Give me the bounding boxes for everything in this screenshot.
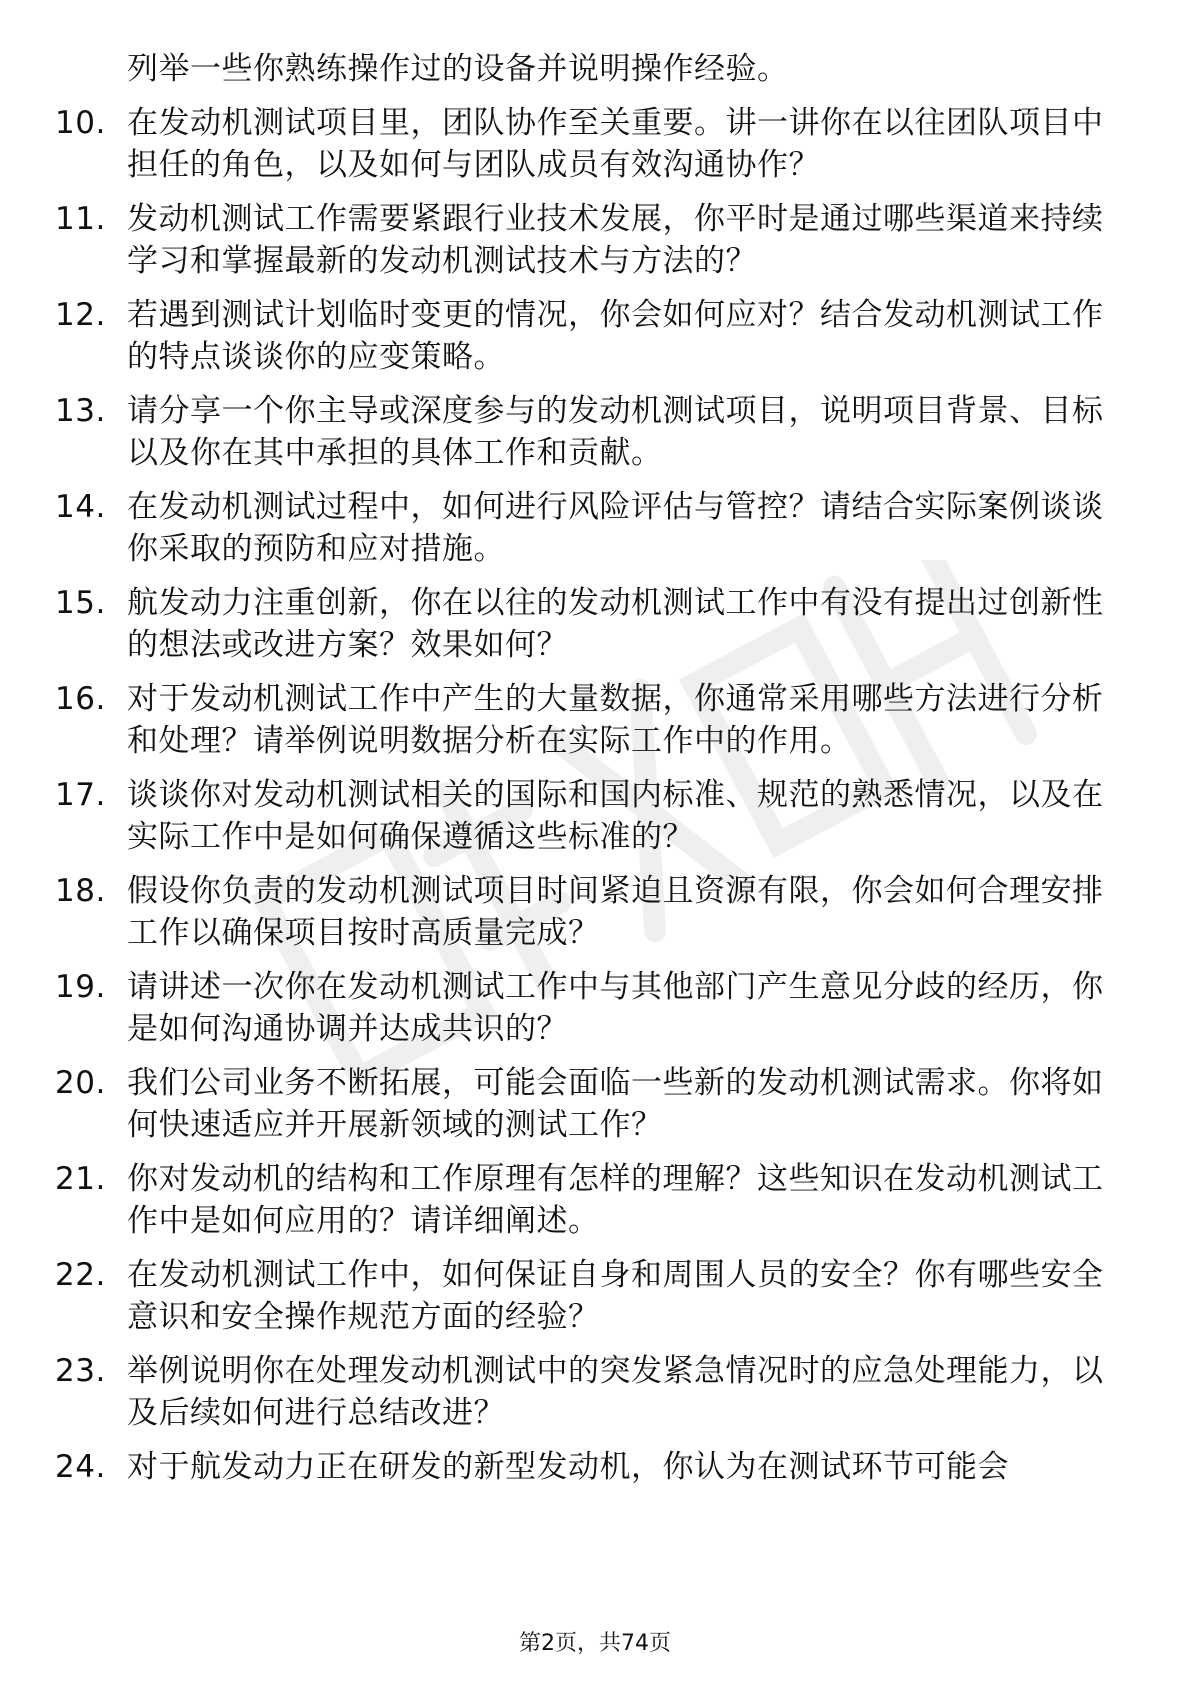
question-number: 24. bbox=[55, 1449, 106, 1485]
question-item bbox=[55, 486, 1115, 570]
question-text: 你对发动机的结构和工作原理有怎样的理解？这些知识在发动机测试工作中是如何应用的？请详细阐述。 bbox=[127, 1161, 1104, 1239]
question-list bbox=[55, 102, 1115, 1488]
question-item bbox=[55, 774, 1115, 858]
question-text: 在发动机测试过程中，如何进行风险评估与管控？请结合实际案例谈谈你采取的预防和应对措施。 bbox=[127, 489, 1104, 567]
question-text: 我们公司业务不断拓展，可能会面临一些新的发动机测试需求。你将如何快速适应并开展新领域的测试工作？ bbox=[127, 1065, 1104, 1143]
question-item bbox=[55, 102, 1115, 186]
question-item bbox=[55, 1254, 1115, 1338]
page-footer: 第2页，共74页 bbox=[519, 1631, 671, 1656]
question-item bbox=[55, 1062, 1115, 1146]
question-item bbox=[55, 582, 1115, 666]
question-number: 10. bbox=[55, 105, 106, 141]
question-text: 若遇到测试计划临时变更的情况，你会如何应对？结合发动机测试工作的特点谈谈你的应变策略。 bbox=[127, 297, 1104, 375]
question-item bbox=[55, 870, 1115, 954]
question-number: 21. bbox=[55, 1161, 106, 1197]
question-number: 13. bbox=[55, 393, 106, 429]
continuation-text: 列举一些你熟练操作过的设备并说明操作经验。 bbox=[127, 51, 789, 87]
question-number: 15. bbox=[55, 585, 106, 621]
question-item bbox=[55, 1446, 1115, 1488]
question-text: 对于发动机测试工作中产生的大量数据，你通常采用哪些方法进行分析和处理？请举例说明数据分析在实际工作中的作用。 bbox=[127, 681, 1104, 759]
question-item bbox=[55, 678, 1115, 762]
question-text: 谈谈你对发动机测试相关的国际和国内标准、规范的熟悉情况，以及在实际工作中是如何确保遵循这些标准的？ bbox=[127, 777, 1104, 855]
question-item bbox=[55, 390, 1115, 474]
question-number: 17. bbox=[55, 777, 106, 813]
question-text: 请讲述一次你在发动机测试工作中与其他部门产生意见分歧的经历，你是如何沟通协调并达成共识的？ bbox=[127, 969, 1104, 1047]
question-item bbox=[55, 294, 1115, 378]
question-content bbox=[55, 48, 1115, 1488]
question-number: 12. bbox=[55, 297, 106, 333]
question-text: 请分享一个你主导或深度参与的发动机测试项目，说明项目背景、目标以及你在其中承担的具体工作和贡献。 bbox=[127, 393, 1104, 471]
question-text: 对于航发动力正在研发的新型发动机，你认为在测试环节可能会 bbox=[127, 1449, 1009, 1485]
question-number: 20. bbox=[55, 1065, 106, 1101]
question-item bbox=[55, 1350, 1115, 1434]
question-number: 14. bbox=[55, 489, 106, 525]
question-text: 在发动机测试工作中，如何保证自身和周围人员的安全？你有哪些安全意识和安全操作规范方面的经验？ bbox=[127, 1257, 1104, 1335]
question-item bbox=[55, 966, 1115, 1050]
question-text: 在发动机测试项目里，团队协作至关重要。讲一讲你在以往团队项目中担任的角色，以及如何与团队成员有效沟通协作？ bbox=[127, 105, 1104, 183]
question-text: 假设你负责的发动机测试项目时间紧迫且资源有限，你会如何合理安排工作以确保项目按时高质量完成？ bbox=[127, 873, 1104, 951]
question-text: 航发动力注重创新，你在以往的发动机测试工作中有没有提出过创新性的想法或改进方案？效果如何？ bbox=[127, 585, 1104, 663]
question-number: 19. bbox=[55, 969, 106, 1005]
question-text: 举例说明你在处理发动机测试中的突发紧急情况时的应急处理能力，以及后续如何进行总结改进？ bbox=[127, 1353, 1104, 1431]
question-number: 18. bbox=[55, 873, 106, 909]
question-number: 22. bbox=[55, 1257, 106, 1293]
question-item bbox=[55, 198, 1115, 282]
question-number: 23. bbox=[55, 1353, 106, 1389]
question-number: 16. bbox=[55, 681, 106, 717]
question-number: 11. bbox=[55, 201, 106, 237]
question-item bbox=[55, 1158, 1115, 1242]
question-text: 发动机测试工作需要紧跟行业技术发展，你平时是通过哪些渠道来持续学习和掌握最新的发动机测试技术与方法的？ bbox=[127, 201, 1104, 279]
